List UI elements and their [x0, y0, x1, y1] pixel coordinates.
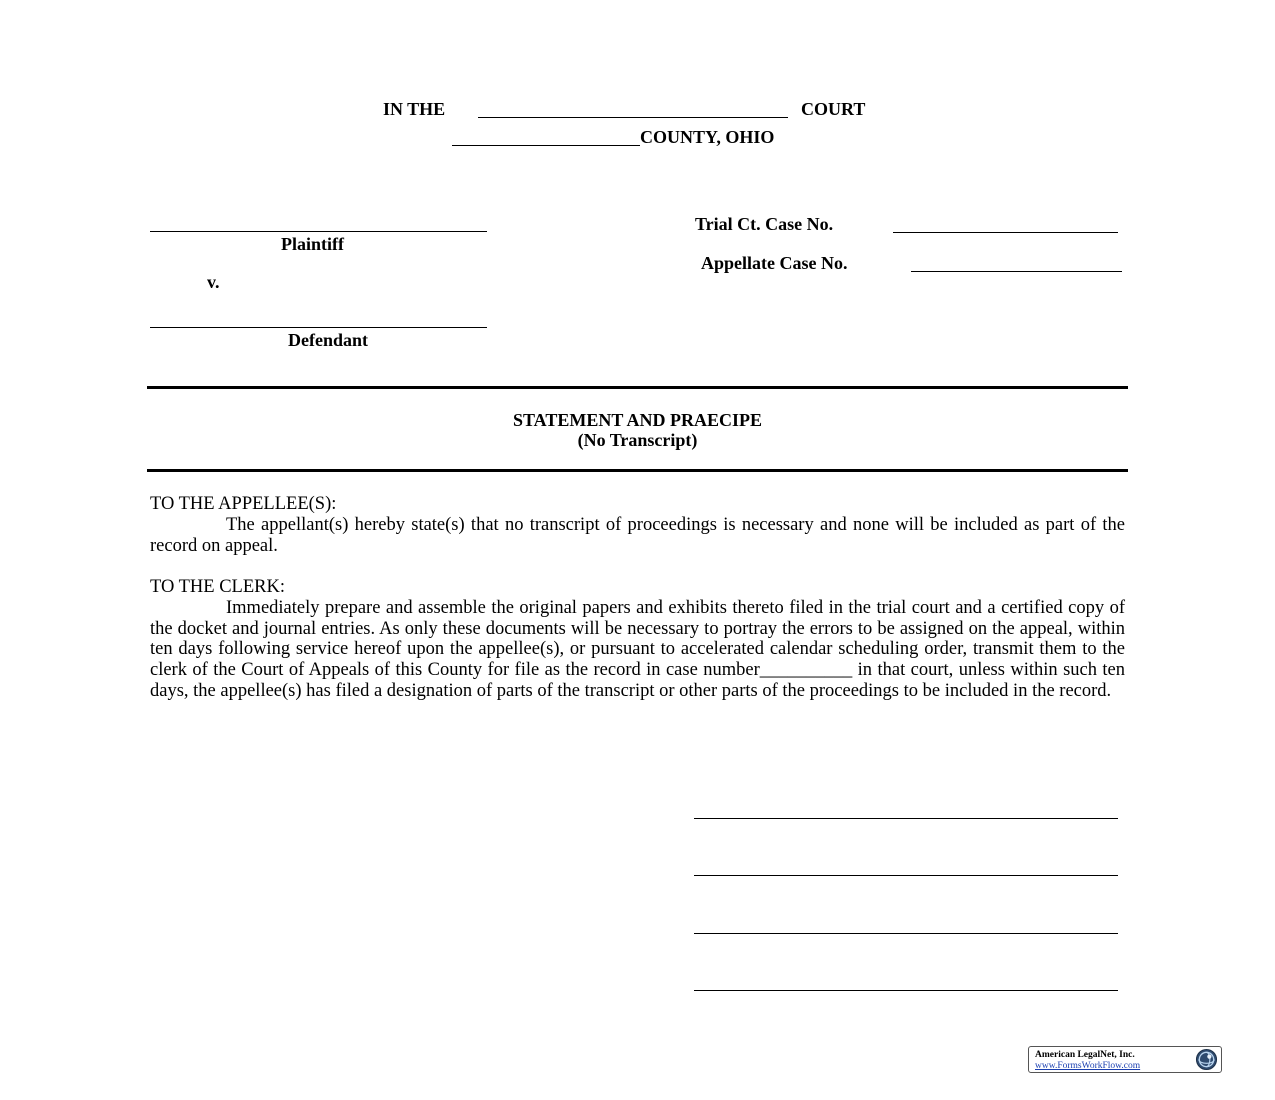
- defendant-name-blank[interactable]: [150, 327, 487, 328]
- plaintiff-label: Plaintiff: [281, 234, 344, 254]
- signature-line-1[interactable]: [694, 818, 1118, 819]
- globe-icon: [1195, 1048, 1218, 1071]
- top-rule: [147, 386, 1128, 389]
- court-suffix: COURT: [801, 99, 866, 119]
- signature-line-4[interactable]: [694, 990, 1118, 991]
- court-prefix: IN THE: [383, 99, 446, 119]
- trial-case-number-blank[interactable]: [893, 232, 1118, 233]
- trial-case-number-label: Trial Ct. Case No.: [695, 214, 834, 234]
- document-title: STATEMENT AND PRAECIPE: [512, 410, 763, 430]
- defendant-label: Defendant: [288, 330, 368, 350]
- appellee-section: [150, 494, 1125, 556]
- clerk-section: [150, 577, 1125, 702]
- clerk-body-part-1: Immediately prepare and assemble the original papers and exhibits thereto filed in the trial court and a certified copy of the docket and journal entries. As only these documents will be necessary to portray the errors to be assigned on the appeal, within ten days following service hereof upon the appellee(s), or pursuant to accelerated calendar scheduling order, transmit them to the clerk of the Court of Appeals of this County for file as the record in case number: [150, 597, 1125, 681]
- american-legalnet-logo[interactable]: [1028, 1046, 1222, 1073]
- court-name-blank[interactable]: [478, 117, 788, 118]
- signature-line-3[interactable]: [694, 933, 1118, 934]
- appellate-case-number-blank[interactable]: [911, 271, 1122, 272]
- document-subtitle: (No Transcript): [577, 430, 698, 450]
- clerk-body: [150, 598, 1125, 702]
- appellate-case-number-label: Appellate Case No.: [701, 253, 848, 273]
- clerk-body-part-2: in that court, unless within such ten days, the appellee(s) has filed a designation of parts of the transcript or other parts of the proceedings to be included in the record.: [150, 660, 1126, 701]
- logo-url-link[interactable]: www.FormsWorkFlow.com: [1035, 1061, 1141, 1071]
- signature-line-2[interactable]: [694, 875, 1118, 876]
- county-name-blank[interactable]: [452, 145, 640, 146]
- logo-company-name: American LegalNet, Inc.: [1035, 1050, 1135, 1060]
- plaintiff-name-blank[interactable]: [150, 231, 487, 232]
- versus-label: v.: [207, 272, 220, 292]
- clerk-heading: TO THE CLERK:: [150, 577, 285, 597]
- appellee-body: The appellant(s) hereby state(s) that no transcript of proceedings is necessary and none will be included as part of the record on appeal.: [150, 514, 1125, 556]
- bottom-rule: [147, 469, 1128, 472]
- case-number-blank[interactable]: __________: [759, 660, 853, 681]
- appellee-heading: TO THE APPELLEE(S):: [150, 494, 337, 514]
- county-label: COUNTY, OHIO: [640, 127, 775, 147]
